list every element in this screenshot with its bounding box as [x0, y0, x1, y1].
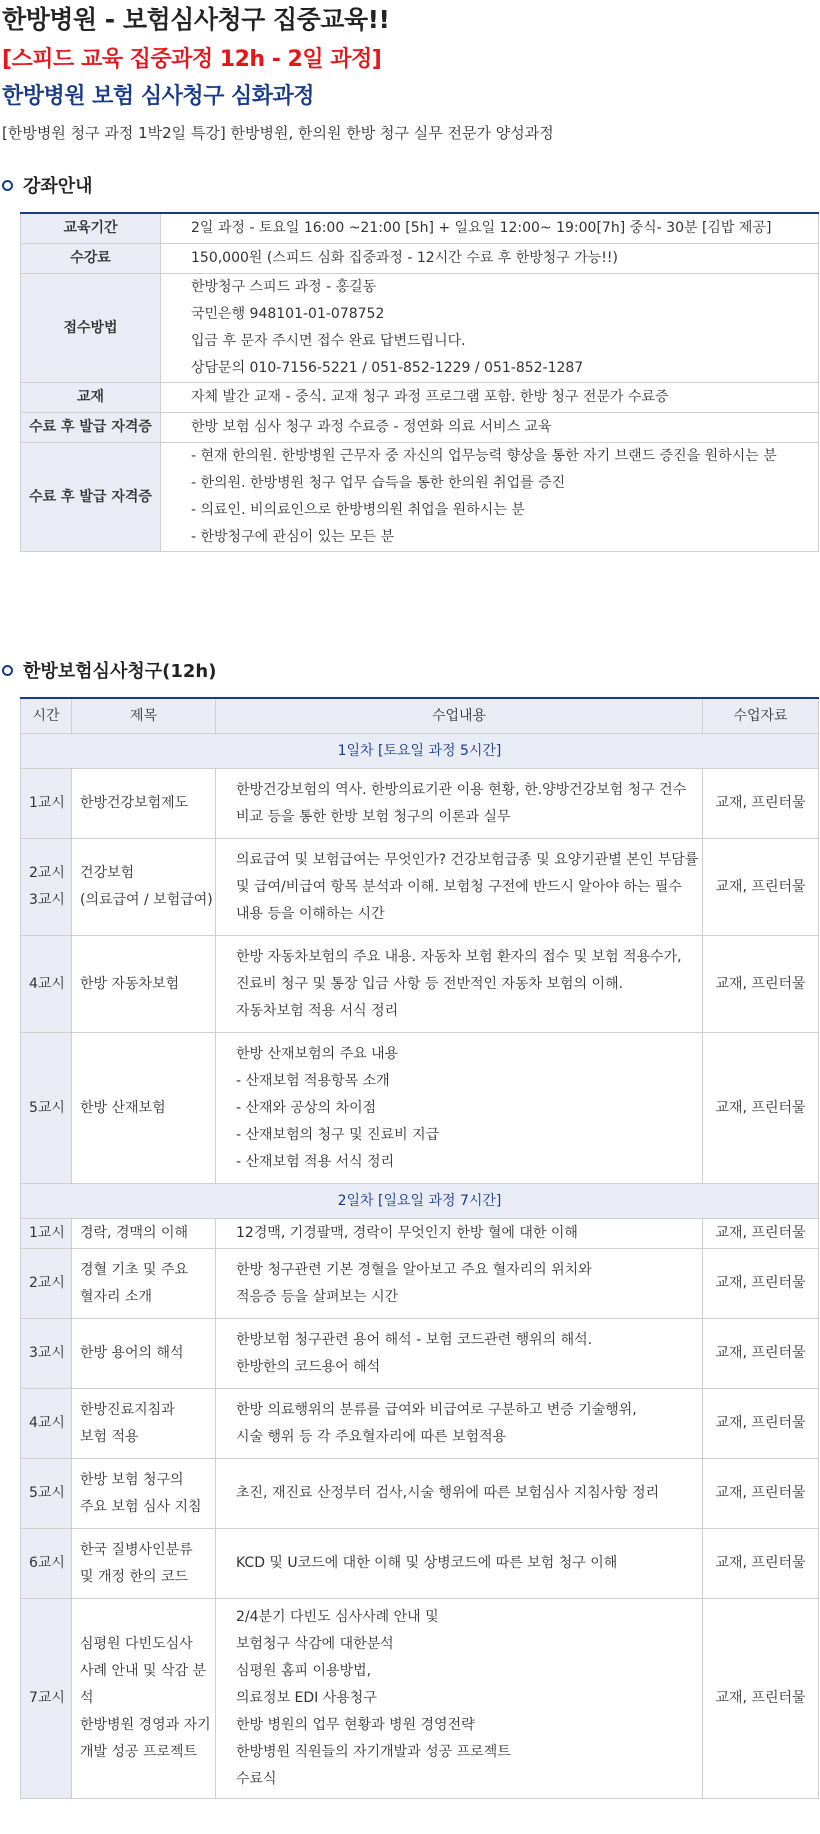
- session-content-line: 수료식: [236, 1771, 277, 1787]
- session-title-line: 한방 자동차보험: [80, 975, 180, 992]
- course-info-table: [20, 212, 819, 552]
- curriculum-row: [21, 1459, 819, 1529]
- session-content-line: 의료급여 및 보험급여는 무엇인가? 건강보험급종 및 요양기관별 본인 부담률: [236, 851, 699, 868]
- session-title: [72, 1249, 216, 1319]
- session-material: 교재, 프린터물: [703, 1219, 819, 1249]
- session-content: [216, 1459, 703, 1529]
- session-content-line: 한방 자동차보험의 주요 내용. 자동차 보험 환자의 접수 및 보험 적용수가,: [236, 948, 682, 965]
- curriculum-row: [21, 769, 819, 839]
- course-info-row: [21, 213, 819, 244]
- session-content-line: 한방 의료행위의 분류를 급여와 비급여로 구분하고 변증 기술행위,: [236, 1401, 637, 1418]
- session-content-line: 한방 산재보험의 주요 내용: [236, 1045, 399, 1062]
- curriculum-header-row: [21, 698, 819, 734]
- course-info-line: 입금 후 문자 주시면 접수 완료 답변드립니다.: [191, 333, 466, 349]
- session-material: 교재, 프린터물: [703, 1599, 819, 1799]
- section-heading-course-info: [2, 172, 93, 198]
- circle-bullet-icon: [2, 665, 13, 676]
- session-title-line: 개발 성공 프로젝트: [80, 1744, 198, 1760]
- course-info-value: [161, 383, 819, 413]
- course-info-row: [21, 244, 819, 274]
- session-title-line: (의료급여 / 보험급여): [80, 892, 213, 908]
- circle-bullet-icon: [2, 180, 13, 191]
- session-time-line: 4교시: [29, 1415, 65, 1431]
- session-title-line: 한방병원 경영과 자기: [80, 1717, 211, 1733]
- session-material: 교재, 프린터물: [703, 769, 819, 839]
- session-time-line: 1교시: [29, 795, 65, 811]
- session-material: 교재, 프린터물: [703, 1319, 819, 1389]
- session-time-line: 6교시: [29, 1555, 65, 1571]
- session-content: [216, 839, 703, 936]
- session-time: [21, 1599, 72, 1799]
- day-header-row: [21, 1184, 819, 1219]
- session-content: [216, 936, 703, 1033]
- course-info-line: 150,000원 (스피드 심화 집중과정 - 12시간 수료 후 한방청구 가능!!): [191, 250, 618, 266]
- course-badge-title: [스피드 교육 집중과정 12h - 2일 과정]: [2, 47, 382, 72]
- session-content: [216, 1529, 703, 1599]
- session-content-line: 심평원 홈피 이용방법,: [236, 1663, 372, 1679]
- session-content-line: 한방건강보험의 역사. 한방의료기관 이용 현황, 한.양방건강보험 청구 건수: [236, 781, 687, 798]
- session-title-line: 주요 보험 심사 지침: [80, 1498, 202, 1515]
- session-time: [21, 936, 72, 1033]
- session-title-line: 혈자리 소개: [80, 1288, 153, 1305]
- session-content-line: KCD 및 U코드에 대한 이해 및 상병코드에 따른 보험 청구 이해: [236, 1555, 618, 1571]
- course-info-line: 국민은행 948101-01-078752: [191, 306, 385, 322]
- curriculum-row: [21, 1219, 819, 1249]
- session-title-line: 한방 용어의 해석: [80, 1345, 184, 1361]
- session-title-line: 사례 안내 및 삭감 분석: [80, 1663, 206, 1706]
- session-title: [72, 1459, 216, 1529]
- session-content-line: - 산재보험 적용항목 소개: [236, 1072, 390, 1089]
- session-title-line: 경혈 기초 및 주요: [80, 1261, 189, 1278]
- session-title-line: 한국 질병사인분류: [80, 1541, 193, 1558]
- curriculum-row: [21, 936, 819, 1033]
- section-heading-text: 강좌안내: [23, 176, 93, 197]
- session-content: [216, 1319, 703, 1389]
- session-title: [72, 1319, 216, 1389]
- session-time: [21, 1389, 72, 1459]
- course-intro: [한방병원 청구 과정 1박2일 특강] 한방병원, 한의원 한방 청구 실무 전문가 양성과정: [2, 124, 554, 142]
- session-content: [216, 1599, 703, 1799]
- session-content-line: 시술 행위 등 각 주요혈자리에 따른 보험적용: [236, 1428, 507, 1445]
- session-time-line: 2교시: [29, 865, 65, 881]
- course-info-label: 수료 후 발급 자격증: [21, 413, 161, 443]
- session-title: [72, 839, 216, 936]
- curriculum-row: [21, 1599, 819, 1799]
- session-content-line: 한방 청구관련 기본 경혈을 알아보고 주요 혈자리의 위치와: [236, 1261, 592, 1278]
- course-info-label: 교재: [21, 383, 161, 413]
- session-time: [21, 1033, 72, 1184]
- course-info-line: 2일 과정 - 토요일 16:00 ~21:00 [5h] + 일요일 12:00~ 19:00[7h] 중식- 30분 [김밥 제공]: [191, 220, 772, 236]
- curriculum-row: [21, 1529, 819, 1599]
- course-info-line: 한방 보험 심사 청구 과정 수료증 - 정연화 의료 서비스 교육: [191, 419, 552, 435]
- session-title: [72, 936, 216, 1033]
- session-title-line: 한방건강보험제도: [80, 795, 189, 811]
- session-content: [216, 1033, 703, 1184]
- column-header-title: 제목: [72, 698, 216, 734]
- session-time: [21, 839, 72, 936]
- day-label: 1일차 [토요일 과정 5시간]: [21, 734, 819, 769]
- session-time-line: 3교시: [29, 1345, 65, 1361]
- session-content-line: 12경맥, 기경팔맥, 경락이 무엇인지 한방 혈에 대한 이해: [236, 1225, 578, 1241]
- day-label: 2일차 [일요일 과정 7시간]: [21, 1184, 819, 1219]
- course-info-row: [21, 413, 819, 443]
- session-content: [216, 769, 703, 839]
- session-content-line: 한방보험 청구관련 용어 해석 - 보험 코드관련 행위의 해석.: [236, 1331, 593, 1348]
- course-info-row: [21, 274, 819, 383]
- session-time-line: 1교시: [29, 1225, 65, 1241]
- course-info-value: [161, 413, 819, 443]
- session-content-line: - 산재보험 적용 서식 정리: [236, 1153, 395, 1170]
- curriculum-table: [20, 697, 819, 1799]
- session-content-line: 의료정보 EDI 사용청구: [236, 1690, 377, 1706]
- section-heading-text: 한방보험심사청구(12h): [23, 661, 217, 682]
- column-header-time: 시간: [21, 698, 72, 734]
- session-time-line: 2교시: [29, 1275, 65, 1291]
- session-content-line: 및 급여/비급여 항목 분석과 이해. 보험청 구전에 반드시 알아야 하는 필수: [236, 878, 682, 895]
- session-time-line: 4교시: [29, 975, 65, 992]
- session-title-line: 심평원 다빈도심사: [80, 1636, 193, 1652]
- session-time: [21, 1459, 72, 1529]
- session-content-line: 적응증 등을 살펴보는 시간: [236, 1288, 399, 1305]
- session-title-line: 건강보험: [80, 865, 135, 881]
- session-title: [72, 1389, 216, 1459]
- session-content-line: 한방 병원의 업무 현황과 병원 경영전략: [236, 1717, 475, 1733]
- session-title: [72, 1599, 216, 1799]
- session-content-line: 비교 등을 통한 한방 보험 청구의 이론과 실무: [236, 808, 511, 825]
- course-info-label: 수료 후 발급 자격증: [21, 443, 161, 552]
- curriculum-row: [21, 1389, 819, 1459]
- session-content-line: 초진, 재진료 산정부터 검사,시술 행위에 따른 보험심사 지침사항 정리: [236, 1485, 660, 1501]
- session-title: [72, 1033, 216, 1184]
- curriculum-row: [21, 1319, 819, 1389]
- session-time: [21, 1249, 72, 1319]
- session-title-line: 경락, 경맥의 이해: [80, 1225, 189, 1241]
- curriculum-row: [21, 839, 819, 936]
- session-material: 교재, 프린터물: [703, 839, 819, 936]
- session-content-line: 한방병원 직원들의 자기개발과 성공 프로젝트: [236, 1744, 511, 1760]
- session-content: [216, 1389, 703, 1459]
- session-time-line: 7교시: [29, 1690, 65, 1706]
- course-info-label: 수강료: [21, 244, 161, 274]
- session-material: 교재, 프린터물: [703, 1389, 819, 1459]
- session-content-line: - 산재와 공상의 차이점: [236, 1099, 377, 1116]
- curriculum-row: [21, 1033, 819, 1184]
- session-material: 교재, 프린터물: [703, 936, 819, 1033]
- course-info-row: [21, 383, 819, 413]
- course-subtitle: 한방병원 보험 심사청구 심화과정: [2, 84, 315, 109]
- course-info-line: - 의료인. 비의료인으로 한방병의원 취업을 원하시는 분: [191, 502, 525, 518]
- course-info-value: [161, 443, 819, 552]
- session-title-line: 한방 산재보험: [80, 1099, 166, 1116]
- session-time-line: 3교시: [29, 892, 65, 908]
- session-content-line: 진료비 청구 및 통장 입금 사항 등 전반적인 자동차 보험의 이해.: [236, 975, 624, 992]
- session-content-line: 2/4분기 다빈도 심사사례 안내 및: [236, 1609, 439, 1625]
- course-info-label: 교육기간: [21, 213, 161, 244]
- course-info-value: [161, 244, 819, 274]
- session-title: [72, 769, 216, 839]
- column-header-material: 수업자료: [703, 698, 819, 734]
- session-time: [21, 769, 72, 839]
- curriculum-row: [21, 1249, 819, 1319]
- session-title-line: 한방 보험 청구의: [80, 1471, 184, 1488]
- session-content-line: 자동차보험 적용 서식 정리: [236, 1002, 399, 1019]
- section-heading-curriculum: [2, 657, 216, 683]
- course-info-value: [161, 274, 819, 383]
- session-time: [21, 1529, 72, 1599]
- course-info-value: [161, 213, 819, 244]
- session-content-line: 내용 등을 이해하는 시간: [236, 905, 385, 922]
- session-material: 교재, 프린터물: [703, 1249, 819, 1319]
- page-title: 한방병원 - 보험심사청구 집중교육!!: [2, 5, 390, 34]
- session-title: [72, 1219, 216, 1249]
- course-info-line: - 한방청구에 관심이 있는 모든 분: [191, 529, 395, 545]
- course-info-line: 상담문의 010-7156-5221 / 051-852-1229 / 051-852-1287: [191, 360, 584, 376]
- course-info-line: 자체 발간 교재 - 중식. 교재 청구 과정 프로그램 포함. 한방 청구 전문가 수료증: [191, 389, 669, 405]
- session-title-line: 보험 적용: [80, 1428, 139, 1445]
- session-material: 교재, 프린터물: [703, 1033, 819, 1184]
- session-content: [216, 1249, 703, 1319]
- session-material: 교재, 프린터물: [703, 1529, 819, 1599]
- course-info-row: [21, 443, 819, 552]
- course-info-line: - 한의원. 한방병원 청구 업무 습득을 통한 한의원 취업를 증진: [191, 475, 566, 491]
- course-info-label: 접수방법: [21, 274, 161, 383]
- session-time-line: 5교시: [29, 1099, 65, 1116]
- session-title-line: 및 개정 한의 코드: [80, 1568, 189, 1585]
- course-info-line: - 현재 한의원. 한방병원 근무자 중 자신의 업무능력 향상을 통한 자기 브랜드 증진을 원하시는 분: [191, 448, 777, 464]
- session-content-line: - 산재보험의 청구 및 진료비 지급: [236, 1126, 440, 1143]
- column-header-content: 수업내용: [216, 698, 703, 734]
- session-time-line: 5교시: [29, 1485, 65, 1501]
- session-material: 교재, 프린터물: [703, 1459, 819, 1529]
- session-content-line: 한방한의 코드용어 해석: [236, 1358, 381, 1375]
- session-content: [216, 1219, 703, 1249]
- day-header-row: [21, 734, 819, 769]
- session-title: [72, 1529, 216, 1599]
- session-time: [21, 1319, 72, 1389]
- session-title-line: 한방진료지침과: [80, 1401, 175, 1418]
- session-time: [21, 1219, 72, 1249]
- session-content-line: 보험청구 삭감에 대한분석: [236, 1636, 394, 1652]
- course-info-line: 한방청구 스피드 과정 - 홍길동: [191, 279, 377, 295]
